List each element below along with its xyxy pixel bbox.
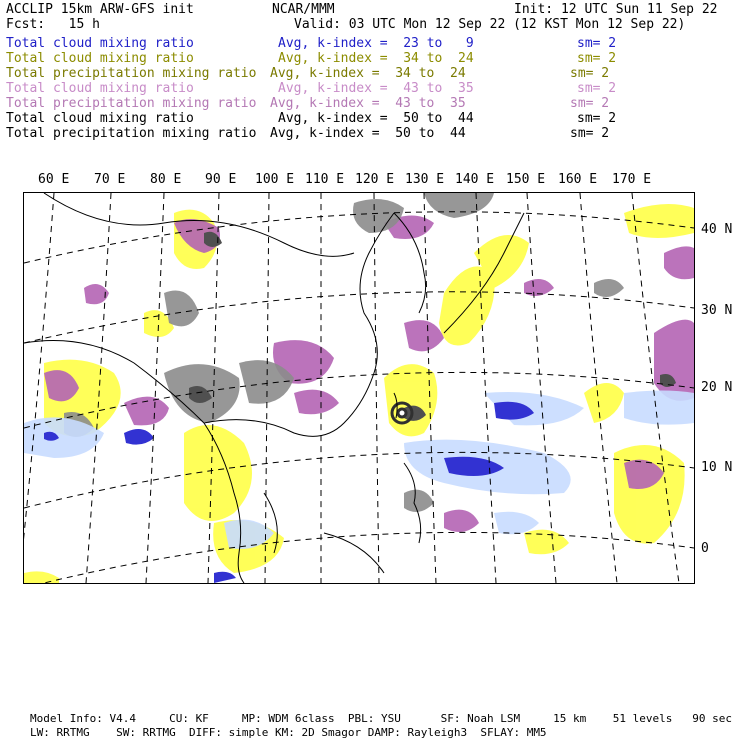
field-desc-6: Avg, k-index = 50 to 44 — [278, 111, 474, 126]
model-title: ACCLIP 15km ARW-GFS init — [6, 2, 194, 17]
lat-label-30n: 30 N — [701, 303, 733, 318]
organization-label: NCAR/MMM — [272, 2, 335, 17]
field-name-2: Total cloud mixing ratio — [6, 51, 194, 66]
lon-label-90e: 90 E — [205, 172, 237, 187]
field-name-4: Total cloud mixing ratio — [6, 81, 194, 96]
lon-label-80e: 80 E — [150, 172, 182, 187]
valid-time: Valid: 03 UTC Mon 12 Sep 22 (12 KST Mon 12 Sep 22) — [294, 17, 686, 32]
field-desc-4: Avg, k-index = 43 to 35 — [278, 81, 474, 96]
field-name-5: Total precipitation mixing ratio — [6, 96, 257, 111]
meridians — [24, 193, 679, 583]
lon-label-130e: 130 E — [405, 172, 445, 187]
lon-label-170e: 170 E — [612, 172, 652, 187]
field-sm-2: sm= 2 — [577, 51, 617, 66]
model-info-line1: Model Info: V4.4 CU: KF MP: WDM 6class PBL: YSU SF: Noah LSM 15 km 51 levels 90 sec — [30, 712, 732, 725]
field-desc-1: Avg, k-index = 23 to 9 — [278, 36, 474, 51]
lat-label-40n: 40 N — [701, 222, 733, 237]
field-sm-7: sm= 2 — [570, 126, 610, 141]
lon-label-150e: 150 E — [506, 172, 546, 187]
blue-cloud-layer — [44, 402, 534, 583]
field-sm-4: sm= 2 — [577, 81, 617, 96]
lat-label-0: 0 — [701, 541, 709, 556]
yellow-cloud-layer — [24, 204, 694, 583]
field-name-7: Total precipitation mixing ratio — [6, 126, 257, 141]
field-sm-5: sm= 2 — [570, 96, 610, 111]
forecast-map — [23, 192, 695, 584]
lon-label-120e: 120 E — [355, 172, 395, 187]
lon-label-100e: 100 E — [255, 172, 295, 187]
lat-label-10n: 10 N — [701, 460, 733, 475]
purple-cloud-layer — [44, 216, 694, 533]
forecast-hour: Fcst: 15 h — [6, 17, 100, 32]
field-sm-3: sm= 2 — [570, 66, 610, 81]
field-sm-1: sm= 2 — [577, 36, 617, 51]
lon-label-110e: 110 E — [305, 172, 345, 187]
lon-label-160e: 160 E — [558, 172, 598, 187]
field-name-6: Total cloud mixing ratio — [6, 111, 194, 126]
field-desc-5: Avg, k-index = 43 to 35 — [270, 96, 466, 111]
lon-label-70e: 70 E — [94, 172, 126, 187]
init-time: Init: 12 UTC Sun 11 Sep 22 — [514, 2, 718, 17]
lat-label-20n: 20 N — [701, 380, 733, 395]
lon-label-140e: 140 E — [455, 172, 495, 187]
lon-label-60e: 60 E — [38, 172, 70, 187]
map-canvas — [24, 193, 694, 583]
field-name-3: Total precipitation mixing ratio — [6, 66, 257, 81]
field-desc-3: Avg, k-index = 34 to 24 — [270, 66, 466, 81]
field-desc-2: Avg, k-index = 34 to 24 — [278, 51, 474, 66]
field-name-1: Total cloud mixing ratio — [6, 36, 194, 51]
field-desc-7: Avg, k-index = 50 to 44 — [270, 126, 466, 141]
model-info-line2: LW: RRTMG SW: RRTMG DIFF: simple KM: 2D Smagor DAMP: Rayleigh3 SFLAY: MM5 — [30, 726, 547, 739]
field-sm-6: sm= 2 — [577, 111, 617, 126]
